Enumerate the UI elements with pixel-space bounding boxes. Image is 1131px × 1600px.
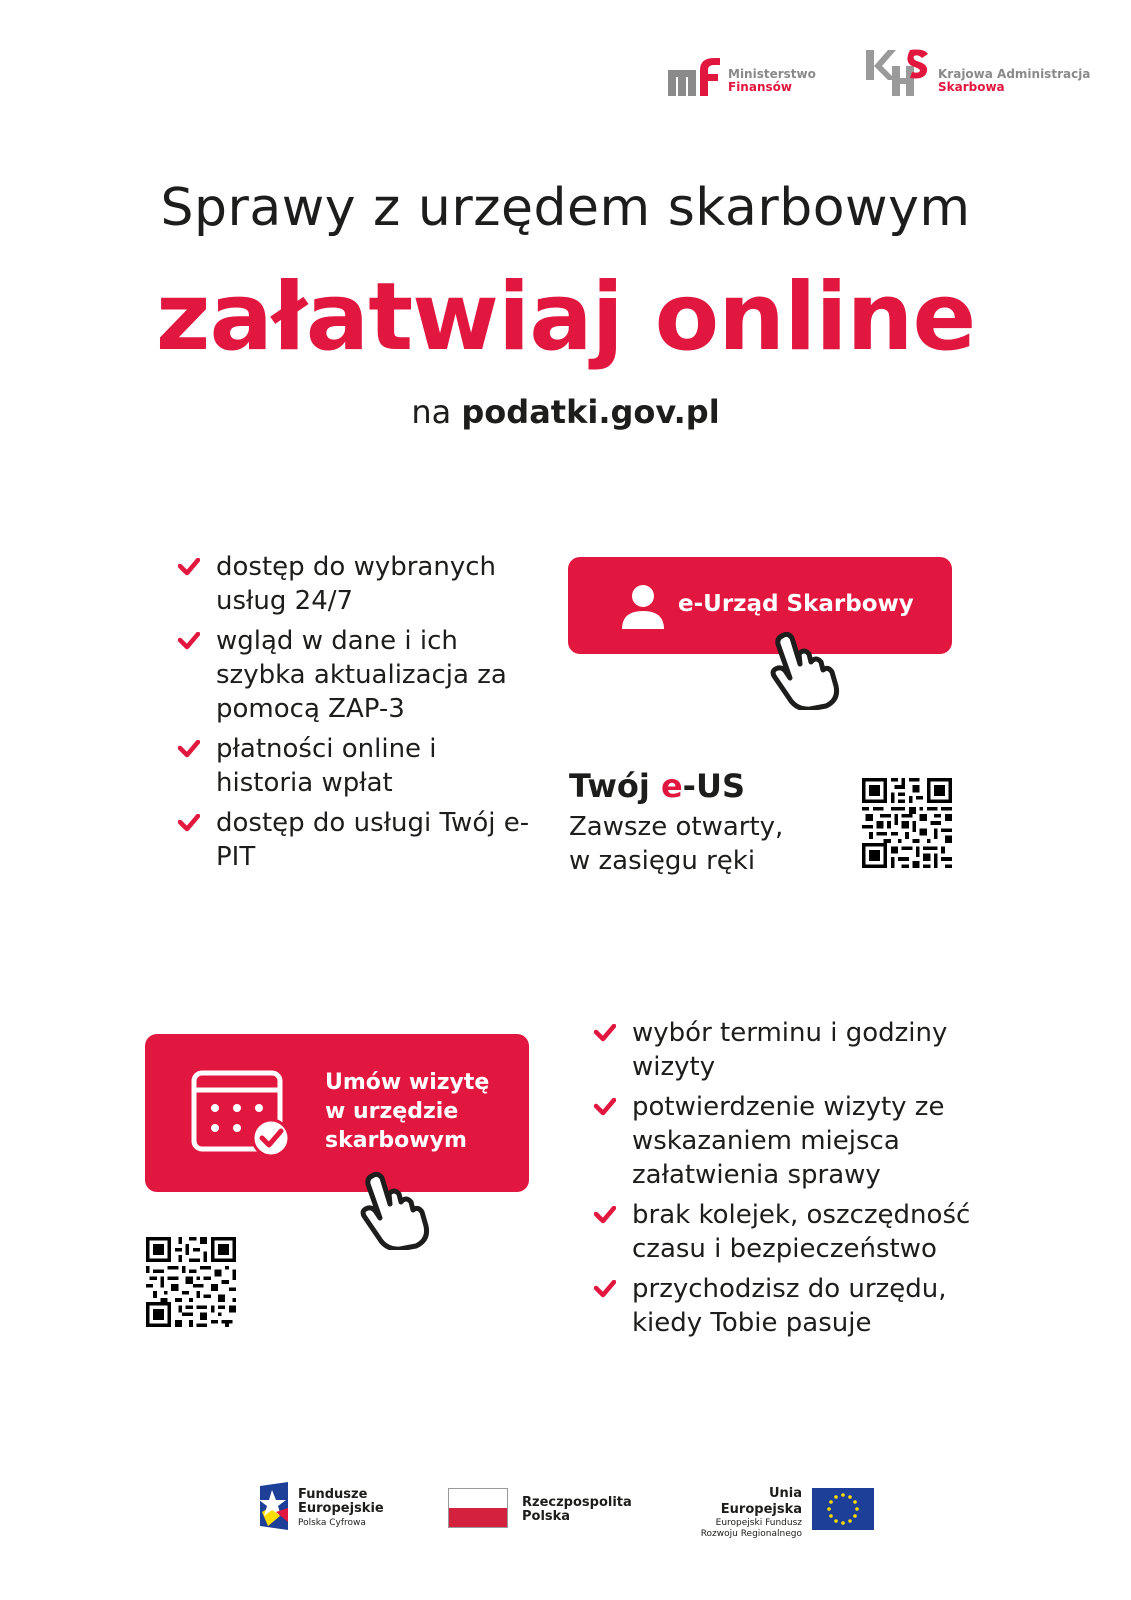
eus-subtitle-line1: Zawsze otwarty,: [569, 812, 784, 842]
list-item: [594, 1272, 1014, 1340]
list-item: [178, 550, 538, 618]
kas-logo-line2: Skarbowa: [938, 80, 1005, 94]
check-icon: [178, 558, 200, 576]
list-item: [178, 624, 538, 726]
eus-title-e: e: [660, 767, 683, 805]
fe-line2: Europejskie: [298, 1501, 384, 1516]
eus-qr-code[interactable]: [862, 778, 952, 872]
check-icon: [594, 1024, 616, 1042]
mf-logo-line1: Ministerstwo: [728, 67, 816, 81]
check-icon: [178, 740, 200, 758]
list-item: [178, 732, 538, 800]
eus-subtitle-line2: w zasięgu ręki: [569, 846, 756, 876]
headline-line2: załatwiaj online: [155, 263, 976, 372]
list-item-text: dostęp do usługi Twój e-PIT: [216, 808, 530, 872]
qr-code-icon: [146, 1237, 236, 1327]
umow-wizyte-line2: w urzędzie: [325, 1099, 459, 1124]
umow-wizyte-label: [325, 1068, 489, 1155]
list-item-text: płatności online i historia wpłat: [216, 734, 437, 798]
list-item: [594, 1198, 1014, 1266]
eus-subtitle: [569, 810, 829, 878]
headline-line1: Sprawy z urzędem skarbowym: [160, 178, 971, 238]
check-icon: [594, 1280, 616, 1298]
rp-line1: Rzeczpospolita: [522, 1495, 632, 1510]
list-item: [178, 806, 538, 874]
eurzad-benefits-list: [178, 550, 538, 880]
list-item-text: brak kolejek, oszczędność czasu i bezpieczeństwo: [632, 1200, 971, 1264]
wizyta-benefits-list: [594, 1016, 1014, 1346]
eurzad-button-label: e-Urząd Skarbowy: [678, 591, 914, 617]
pointing-hand-icon: [356, 1170, 436, 1250]
check-icon: [178, 814, 200, 832]
list-item-text: potwierdzenie wizyty ze wskazaniem miejsca załatwienia sprawy: [632, 1092, 945, 1190]
kas-logo: [866, 46, 1096, 100]
eus-title-part1: Twój: [569, 767, 661, 805]
rp-line2: Polska: [522, 1509, 571, 1524]
kas-logo-line1: Krajowa Administracja: [938, 67, 1091, 81]
list-item-text: wybór terminu i godziny wizyty: [632, 1018, 948, 1082]
umow-wizyte-line3: skarbowym: [325, 1128, 467, 1153]
eus-title: [569, 766, 745, 806]
qr-code-icon: [862, 778, 952, 868]
headline-site-url[interactable]: podatki.gov.pl: [461, 393, 720, 431]
eurzad-skarbowy-button[interactable]: [568, 557, 952, 654]
mf-logo-line2: Finansów: [728, 80, 792, 94]
check-icon: [594, 1206, 616, 1224]
eu-flag-icon: [812, 1488, 874, 1530]
kas-logo-icon: [866, 46, 932, 98]
fundusze-europejskie-icon: [258, 1482, 292, 1530]
ue-line1: Unia Europejska: [720, 1486, 802, 1517]
check-icon: [178, 632, 200, 650]
fundusze-europejskie-logo: [258, 1482, 384, 1534]
polish-flag-icon: [448, 1488, 508, 1528]
ministerstwo-finansow-logo: [668, 54, 828, 100]
mf-logo-icon: [668, 56, 722, 96]
ue-line3: Rozwoju Regionalnego: [700, 1529, 802, 1539]
list-item: [594, 1016, 1014, 1084]
headline-site: [0, 392, 1131, 432]
eus-title-part2: -US: [682, 767, 745, 805]
list-item-text: dostęp do wybranych usług 24/7: [216, 552, 497, 616]
fe-line3: Polska Cyfrowa: [298, 1518, 366, 1528]
umow-wizyte-button[interactable]: [145, 1034, 529, 1192]
pointing-hand-icon: [766, 630, 846, 710]
list-item-text: przychodzisz do urzędu, kiedy Tobie pasuje: [632, 1274, 947, 1338]
calendar-check-icon: [191, 1070, 291, 1158]
user-icon: [620, 583, 666, 629]
wizyta-qr-code[interactable]: [146, 1237, 236, 1331]
ue-line2: Europejski Fundusz: [715, 1518, 802, 1528]
headline-site-prefix: na: [411, 393, 452, 431]
fe-line1: Fundusze: [298, 1487, 368, 1502]
list-item-text: wgląd w dane i ich szybka aktualizacja za pomocą ZAP-3: [216, 626, 507, 724]
list-item: [594, 1090, 1014, 1192]
check-icon: [594, 1098, 616, 1116]
umow-wizyte-line1: Umów wizytę: [325, 1070, 490, 1095]
